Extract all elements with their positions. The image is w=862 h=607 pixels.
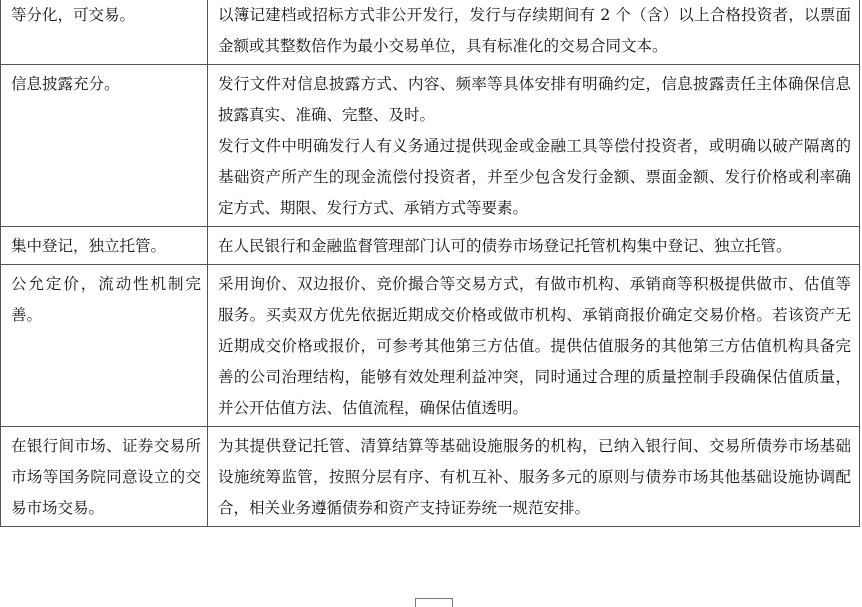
description-paragraph: 为其提供登记托管、清算结算等基础设施服务的机构，已纳入银行间、交易所债券市场基础设施统筹监管，按照分层有序、有机互补、服务多元的原则与债券市场其他基础设施协调配合，相关业务遵循债券和资产支持证券统一规范安排。 bbox=[218, 437, 851, 517]
description-paragraph: 采用询价、双边报价、竞价撮合等交易方式，有做市机构、承销商等积极提供做市、估值等服务。买卖双方优先依据近期成交价格或做市机构、承销商报价确定交易价格。若该资产无近期成交价格或报价，可参考其他第三方估值。提供估值服务的其他第三方估值机构具备完善的公司治理结构，能够有效处理利益冲突，同时通过合理的质量控制手段确保估值质量，并公开估值方法、估值流程，确保估值透明。 bbox=[218, 275, 851, 417]
description-cell bbox=[208, 0, 860, 65]
table-row bbox=[1, 65, 860, 227]
table-row bbox=[1, 227, 860, 265]
table-row bbox=[1, 427, 860, 527]
criterion-cell: 等分化，可交易。 bbox=[1, 0, 208, 65]
criterion-cell: 信息披露充分。 bbox=[1, 65, 208, 227]
description-paragraph: 以簿记建档或招标方式非公开发行，发行与存续期间有 2 个（含）以上合格投资者，以票面金额或其整数倍作为最小交易单位，具有标准化的交易合同文本。 bbox=[218, 6, 851, 55]
description-paragraph: 发行文件中明确发行人有义务通过提供现金或金融工具等偿付投资者，或明确以破产隔离的基础资产所产生的现金流偿付投资者，并至少包含发行金额、票面金额、发行价格或利率确定方式、期限、发行方式、承销方式等要素。 bbox=[218, 137, 851, 217]
criterion-cell: 在银行间市场、证券交易所市场等国务院同意设立的交易市场交易。 bbox=[1, 427, 208, 527]
description-paragraph: 在人民银行和金融监督管理部门认可的债券市场登记托管机构集中登记、独立托管。 bbox=[218, 237, 792, 255]
description-cell bbox=[208, 427, 860, 527]
description-cell bbox=[208, 265, 860, 427]
criterion-cell: 公允定价，流动性机制完善。 bbox=[1, 265, 208, 427]
description-paragraph: 发行文件对信息披露方式、内容、频率等具体安排有明确约定，信息披露责任主体确保信息披露真实、准确、完整、及时。 bbox=[218, 75, 851, 124]
description-cell bbox=[208, 227, 860, 265]
table-row bbox=[1, 0, 860, 65]
description-cell bbox=[208, 65, 860, 227]
criterion-cell: 集中登记，独立托管。 bbox=[1, 227, 208, 265]
table-row bbox=[1, 265, 860, 427]
